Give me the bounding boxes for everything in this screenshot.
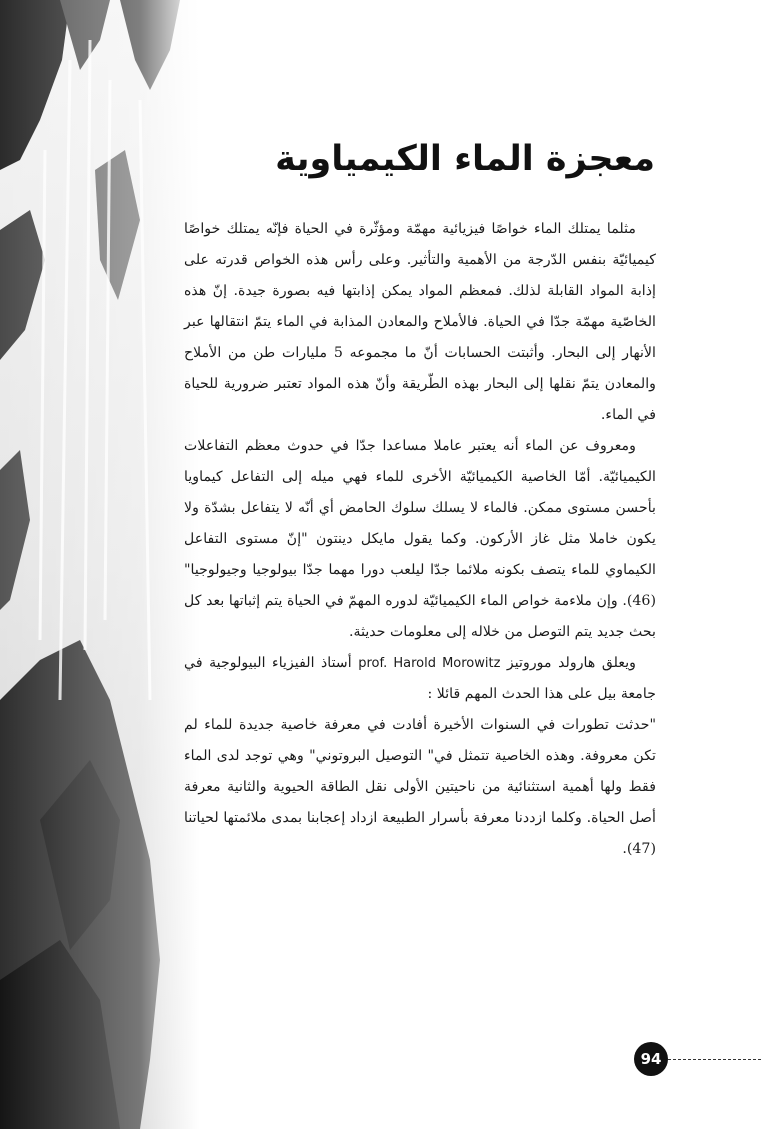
quotation: "حدثت تطورات في السنوات الأخيرة أفادت في معرفة خاصية جديدة للماء لم تكن معروفة. وهذه الخاصية تتمثل في" التوصيل البروتوني" وهي توجد لدى الماء فقط ولها أهمية استثنائية من ناحيتين الأولى نقل الطاقة الحيوية والثانية معرفة أصل الحياة. وكلما ازددنا معرفة بأسرار الطبيعة ازداد إعجابنا بمدى ملائمتها لحياتنا (47). bbox=[184, 717, 656, 857]
paragraph bbox=[184, 648, 656, 710]
paragraph: مثلما يمتلك الماء خواصًا فيزيائية مهمّة ومؤثّرة في الحياة فإنّه يمتلك خواصًا كيميائيّة بنفس الدّرجة من الأهمية والتأثير. وعلى رأس هذه الخواص قدرته على إذابة المواد القابلة لذلك. فمعظم المواد يمكن إذابتها فيه بصورة جيدة. إنّ هذه الخاصّية مهمّة جدّا في الحياة. فالأملاح والمعادن المذابة في الماء يتمّ انتقالها عبر الأنهار إلى البحار. وأثبتت الحسابات أنّ ما مجموعه 5 مليارات طن من الأملاح والمعادن يتمّ نقلها إلى البحار بهذه الطّريقة وأنّ هذه المواد تعتبر ضرورية للحياة في الماء. bbox=[184, 221, 656, 423]
paragraph: ومعروف عن الماء أنه يعتبر عاملا مساعدا جدّا في حدوث معظم التفاعلات الكيميائيّة. أمّا الخاصية الكيميائيّة الأخرى للماء فهي ميله إلى التفاعل كيماويا بأحسن مستوى ممكن. فالماء لا يسلك سلوك الحامض أي أنّه لا يتفاعل بشدّة ولا يكون خاملا مثل غاز الأركون. وكما يقول مايكل دينتون "إنّ مستوى التفاعل الكيماوي للماء يتصف بكونه ملائما جدّا ليلعب دورا مهما جدّا بيولوجيا وجيولوجيا" (46). وإن ملاءمة خواص الماء الكيميائيّة لدوره المهمّ في الحياة يتم إثباتها بعد كل بحث جديد يتم التوصل من خلاله إلى معلومات حديثة. bbox=[184, 438, 656, 640]
latin-name: prof. Harold Morowitz bbox=[358, 656, 501, 671]
waterfall-photo bbox=[0, 0, 200, 1129]
page-title: معجزة الماء الكيمياوية bbox=[275, 139, 655, 179]
body-text bbox=[184, 214, 656, 865]
paragraph-text: ويعلق هارولد موروتيز bbox=[506, 655, 636, 671]
paragraph-text: أستاذ الفيزياء البيولوجية في جامعة بيل على هذا الحدث المهم قائلا : bbox=[184, 655, 656, 702]
page-number-rule bbox=[668, 1059, 761, 1060]
page-number: 94 bbox=[634, 1042, 668, 1076]
